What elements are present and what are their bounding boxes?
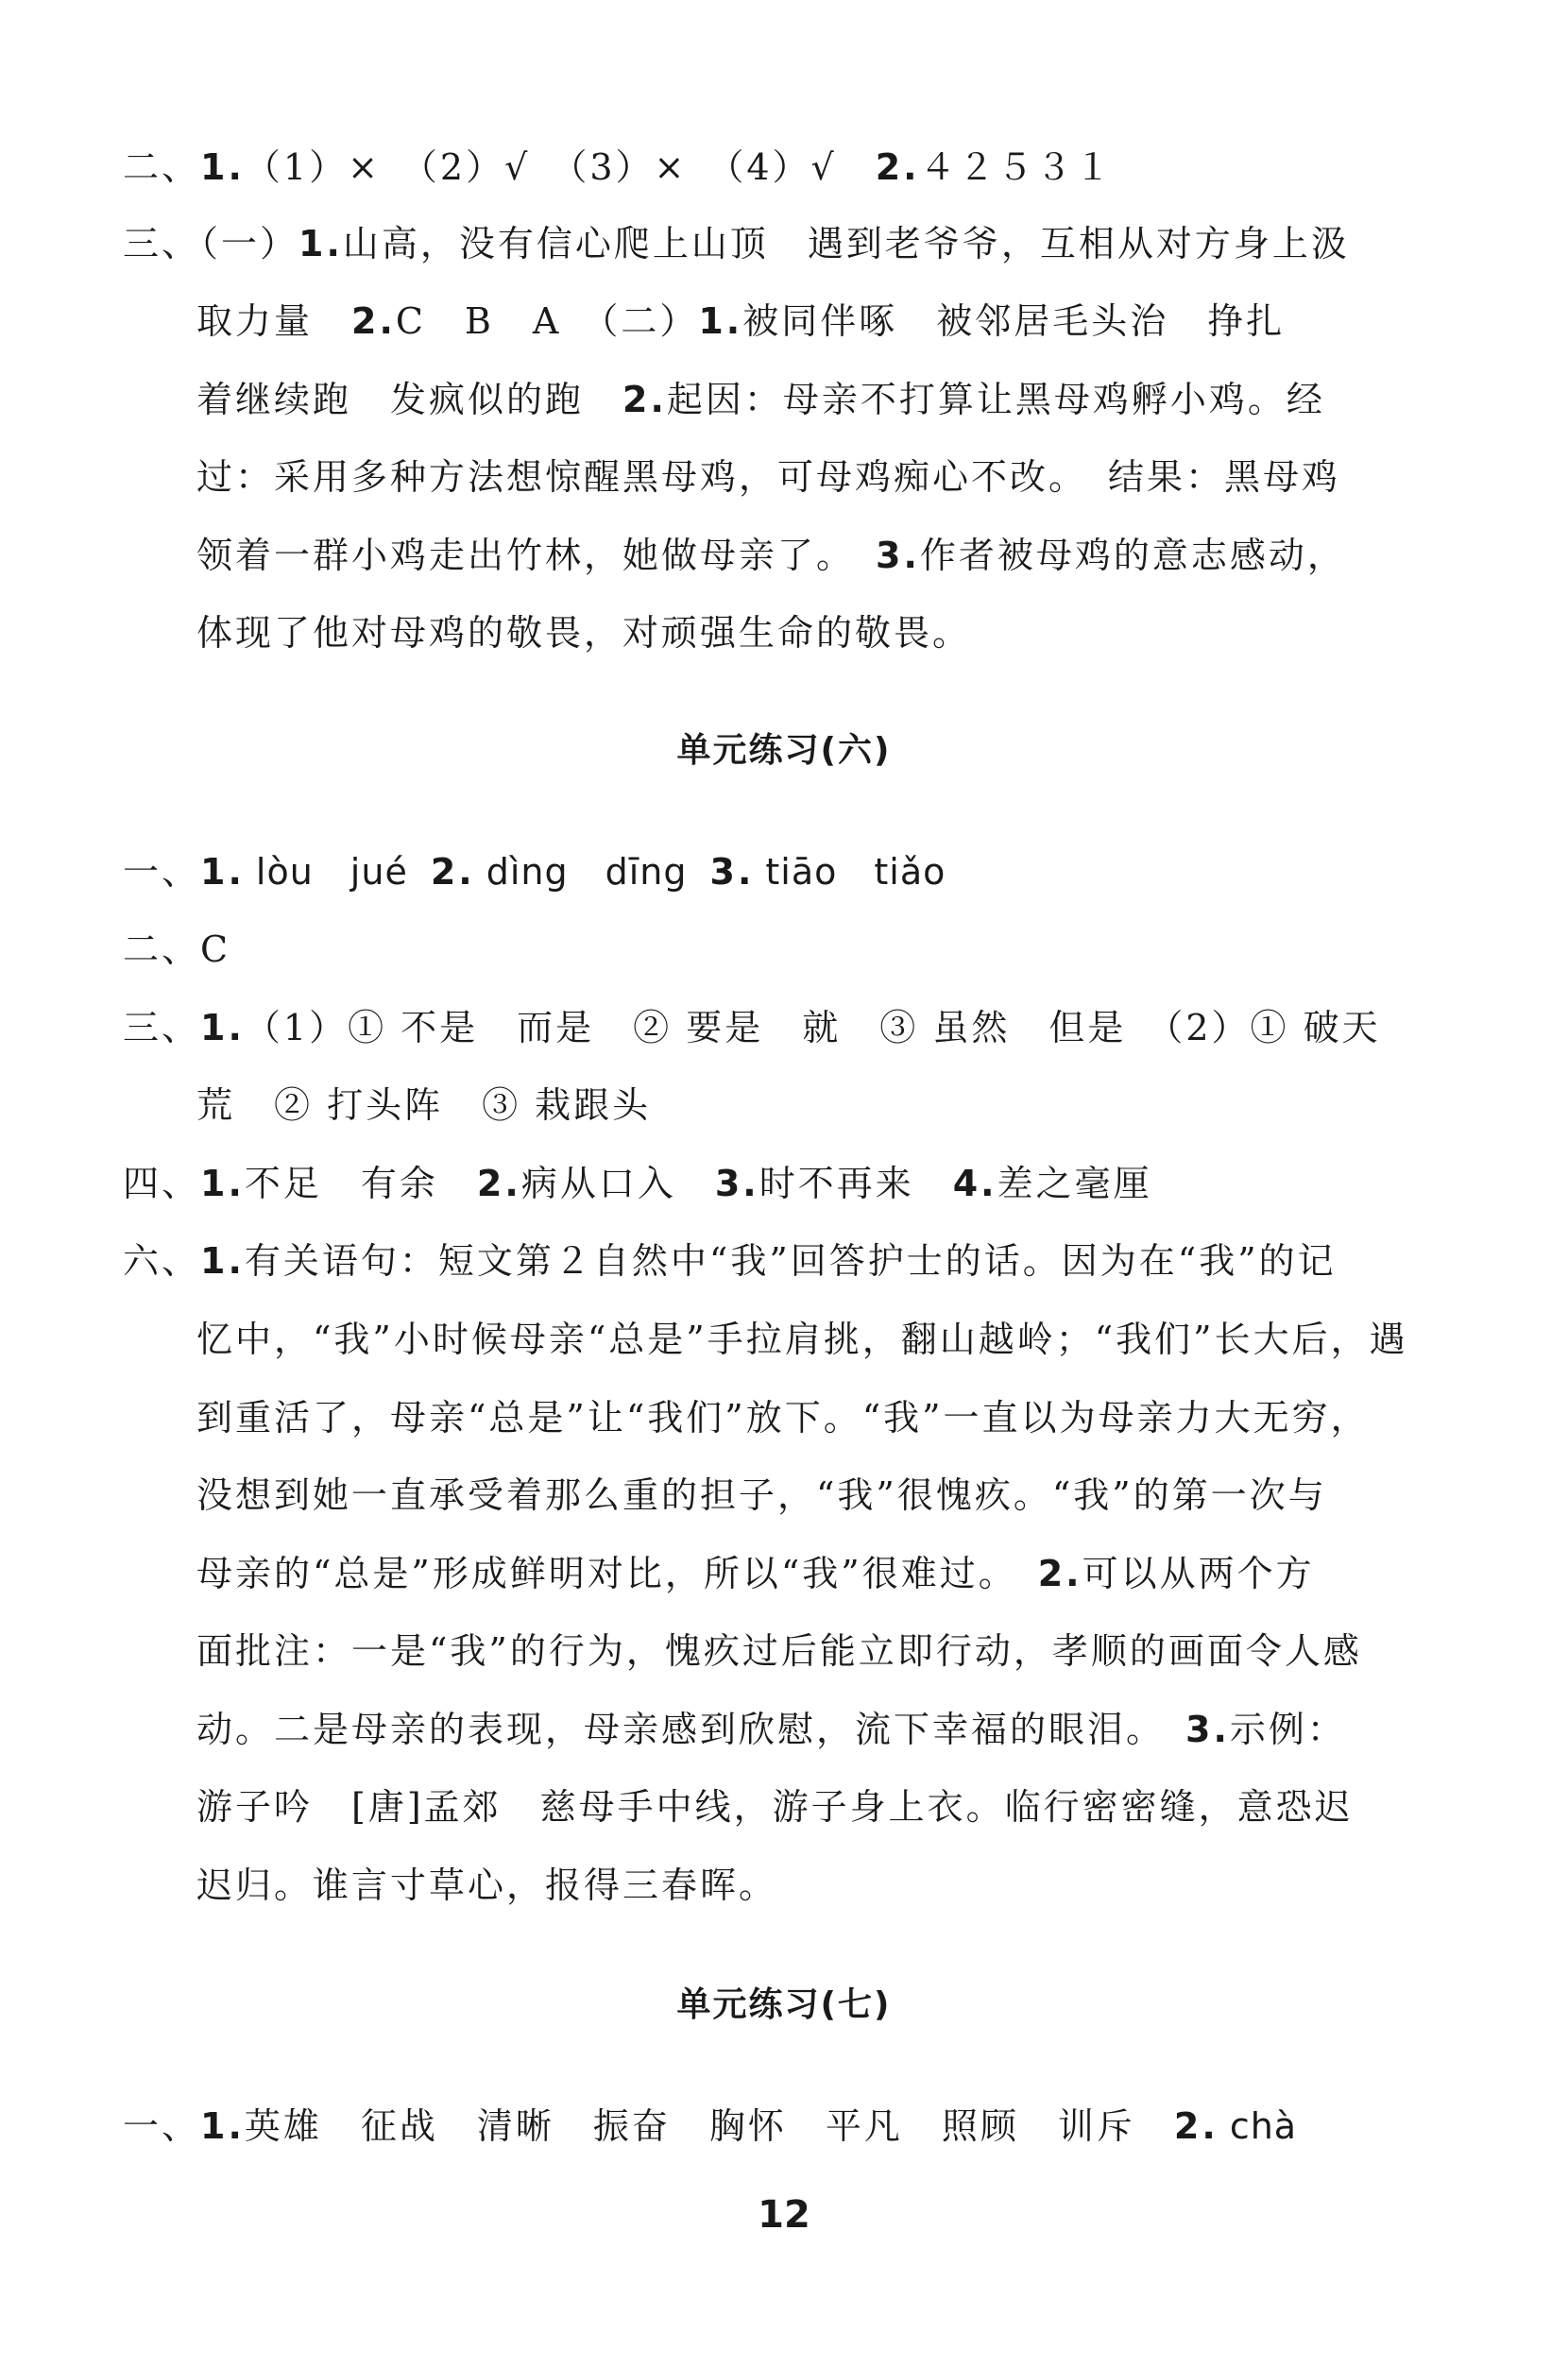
answer-line bbox=[123, 144, 1114, 191]
pinyin-answer: chà bbox=[1229, 2105, 1298, 2147]
question-number: 一、 bbox=[123, 2105, 201, 2147]
answer-text: 面批注：一是“我”的行为，愧疚过后能立即行动，孝顺的画面令人感 bbox=[196, 1630, 1362, 1672]
answer-line bbox=[196, 453, 1340, 501]
answer-line bbox=[123, 848, 946, 895]
answer-text: 体现了他对母鸡的敬畏，对顽强生命的敬畏。 bbox=[196, 612, 972, 654]
answer-text: 山高，没有信心爬上山顶 遇到老爷爷，互相从对方身上汲 bbox=[342, 223, 1350, 264]
answer-line bbox=[123, 220, 1350, 267]
answer-text: 被同伴啄 被邻居毛头治 挣扎 bbox=[742, 300, 1286, 342]
unit-6-title: 单元练习(六) bbox=[676, 731, 892, 770]
item-number: 1. bbox=[698, 300, 743, 342]
answer-text: 病从口入 bbox=[520, 1163, 715, 1204]
item-number: 4. bbox=[952, 1163, 997, 1204]
answer-text: 过：采用多种方法想惊醒黑母鸡，可母鸡痴心不改。 结果：黑母鸡 bbox=[196, 456, 1341, 498]
unit-7-title: 单元练习(七) bbox=[676, 1985, 892, 2024]
item-number: 3. bbox=[1185, 1709, 1230, 1750]
item-number: 2. bbox=[1037, 1553, 1082, 1594]
answer-text: 差之毫厘 bbox=[997, 1163, 1152, 1204]
answer-text: 二、C bbox=[123, 928, 231, 970]
answer-text: 英雄 征战 清晰 振奋 胸怀 平凡 照顾 训斥 bbox=[244, 2105, 1174, 2147]
answer-text: 荒 ② 打头阵 ③ 栽跟头 bbox=[196, 1084, 652, 1126]
answer-line bbox=[196, 1081, 651, 1129]
answer-text: 忆中，“我”小时候母亲“总是”手拉肩挑，翻山越岭；“我们”长大后，遇 bbox=[196, 1319, 1408, 1360]
answer-text: 有关语句：短文第２自然中“我”回答护士的话。因为在“我”的记 bbox=[244, 1240, 1337, 1282]
answer-text: （1）① 不是 而是 ② 要是 就 ③ 虽然 但是 （2）① 破天 bbox=[244, 1007, 1381, 1048]
item-number: 3. bbox=[709, 851, 755, 893]
item-number: 2. bbox=[430, 851, 475, 893]
question-number: 一、 bbox=[123, 851, 201, 893]
answer-line bbox=[123, 2103, 1297, 2150]
answer-text: 不足 有余 bbox=[244, 1163, 477, 1204]
question-number: 六、 bbox=[123, 1240, 201, 1282]
question-number: 三、（一） bbox=[123, 223, 299, 264]
answer-text: 迟归。谁言寸草心，报得三春晖。 bbox=[196, 1865, 778, 1906]
item-number: 2. bbox=[351, 300, 396, 342]
question-number: 三、 bbox=[123, 1007, 201, 1048]
answer-line bbox=[196, 1472, 1327, 1519]
item-number: 1. bbox=[200, 1007, 245, 1048]
answer-line bbox=[196, 298, 1285, 345]
answer-line bbox=[196, 1394, 1370, 1441]
answer-text: 可以从两个方 bbox=[1082, 1553, 1315, 1594]
answer-line bbox=[196, 1706, 1346, 1753]
item-number: 2. bbox=[1173, 2105, 1219, 2147]
answer-line bbox=[123, 1160, 1152, 1207]
answer-line bbox=[196, 1627, 1362, 1675]
answer-text: C B A （二） bbox=[395, 300, 699, 342]
answer-line bbox=[196, 1550, 1315, 1597]
item-number: 2. bbox=[875, 146, 920, 188]
answer-line bbox=[196, 1783, 1354, 1831]
item-number: 1. bbox=[200, 1163, 245, 1204]
answer-text: 游子吟 [唐]孟郊 慈母手中线，游子身上衣。临行密密缝，意恐迟 bbox=[196, 1786, 1354, 1828]
question-number: 四、 bbox=[123, 1163, 201, 1204]
item-number: 3. bbox=[876, 535, 920, 576]
answer-text: 取力量 bbox=[196, 300, 352, 342]
answer-text: （1）× （2）√ （3）× （4）√ bbox=[244, 146, 876, 188]
answer-line bbox=[196, 1316, 1408, 1363]
item-number: 1. bbox=[200, 851, 245, 893]
answer-text: 起因：母亲不打算让黑母鸡孵小鸡。经 bbox=[666, 379, 1325, 420]
pinyin-answer: lòu jué bbox=[255, 851, 408, 893]
pinyin-answer: tiāo tiǎo bbox=[765, 851, 946, 893]
pinyin-answer: dìng dīng bbox=[486, 851, 688, 893]
answer-text: 作者被母鸡的意志感动， bbox=[919, 535, 1346, 576]
answer-line bbox=[196, 376, 1325, 423]
page-number: 12 bbox=[758, 2193, 810, 2237]
answer-text: 母亲的“总是”形成鲜明对比，所以“我”很难过。 bbox=[196, 1553, 1038, 1594]
answer-text: 没想到她一直承受着那么重的担子，“我”很愧疚。“我”的第一次与 bbox=[196, 1474, 1327, 1516]
answer-text: 到重活了，母亲“总是”让“我们”放下。“我”一直以为母亲力大无穷， bbox=[196, 1397, 1370, 1439]
item-number: 1. bbox=[200, 146, 245, 188]
answer-line bbox=[196, 532, 1346, 579]
item-number: 2. bbox=[476, 1163, 521, 1204]
answer-line bbox=[123, 926, 230, 973]
answer-line bbox=[123, 1237, 1337, 1285]
item-number: 1. bbox=[298, 223, 343, 264]
answer-line bbox=[196, 609, 971, 656]
answer-text: 动。二是母亲的表现，母亲感到欣慰，流下幸福的眼泪。 bbox=[196, 1709, 1186, 1750]
answer-text: 时不再来 bbox=[758, 1163, 953, 1204]
answer-text: ４２５３１ bbox=[919, 146, 1114, 188]
answer-line bbox=[123, 1004, 1381, 1051]
answer-line bbox=[196, 1862, 777, 1909]
question-number: 二、 bbox=[123, 146, 201, 188]
answer-text: 示例： bbox=[1229, 1709, 1346, 1750]
item-number: 1. bbox=[200, 2105, 245, 2147]
answer-text: 领着一群小鸡走出竹林，她做母亲了。 bbox=[196, 535, 877, 576]
item-number: 3. bbox=[714, 1163, 759, 1204]
item-number: 2. bbox=[622, 379, 667, 420]
item-number: 1. bbox=[200, 1240, 245, 1282]
answer-text: 着继续跑 发疯似的跑 bbox=[196, 379, 623, 420]
